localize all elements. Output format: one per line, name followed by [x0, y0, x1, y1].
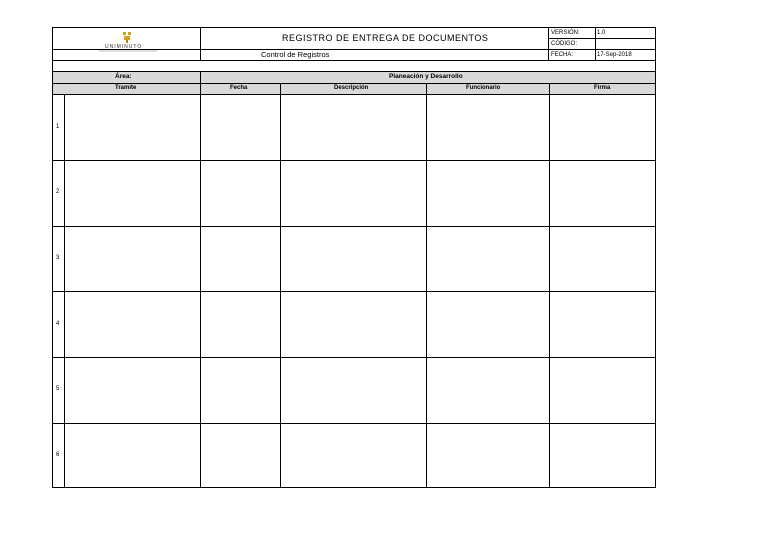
row-number: 6	[56, 452, 60, 458]
divider	[53, 291, 655, 292]
divider	[53, 357, 655, 358]
row-number: 1	[56, 124, 60, 130]
divider	[53, 423, 655, 424]
divider	[548, 28, 549, 60]
page-title: REGISTRO DE ENTREGA DE DOCUMENTOS	[282, 33, 489, 43]
divider	[53, 60, 655, 61]
divider	[53, 226, 655, 227]
row-number: 3	[56, 255, 60, 261]
date-value: 17-Sep-2018	[597, 52, 632, 58]
area-label: Área:	[115, 73, 132, 80]
version-value: 1.0	[597, 30, 606, 36]
column-header-descripcion: Descripción	[334, 85, 369, 91]
row-number: 4	[56, 321, 60, 327]
divider	[64, 94, 65, 487]
column-header-fecha: Fecha	[230, 85, 248, 91]
divider	[53, 83, 655, 84]
divider	[280, 83, 281, 487]
row-number: 5	[56, 386, 60, 392]
row-number: 2	[56, 189, 60, 195]
document-sheet	[52, 27, 656, 488]
subtitle: Control de Registros	[261, 50, 330, 59]
divider	[548, 38, 655, 39]
divider	[53, 160, 655, 161]
column-header-firma: Firma	[594, 85, 611, 91]
divider	[200, 28, 201, 60]
divider	[200, 71, 201, 487]
divider	[595, 28, 596, 60]
area-value: Planeación y Desarrollo	[389, 73, 463, 80]
date-label: FECHA:	[551, 52, 574, 58]
divider	[53, 94, 655, 95]
column-header-tramite: Tramite	[115, 85, 137, 91]
divider	[53, 49, 655, 50]
divider	[53, 71, 655, 72]
code-label: CÓDIGO:	[551, 41, 578, 47]
version-label: VERSIÓN:	[551, 30, 580, 36]
divider	[426, 83, 427, 487]
logo-text: UNIMINUTO	[105, 44, 143, 50]
column-header-funcionario: Funcionario	[466, 85, 501, 91]
divider	[549, 83, 550, 487]
